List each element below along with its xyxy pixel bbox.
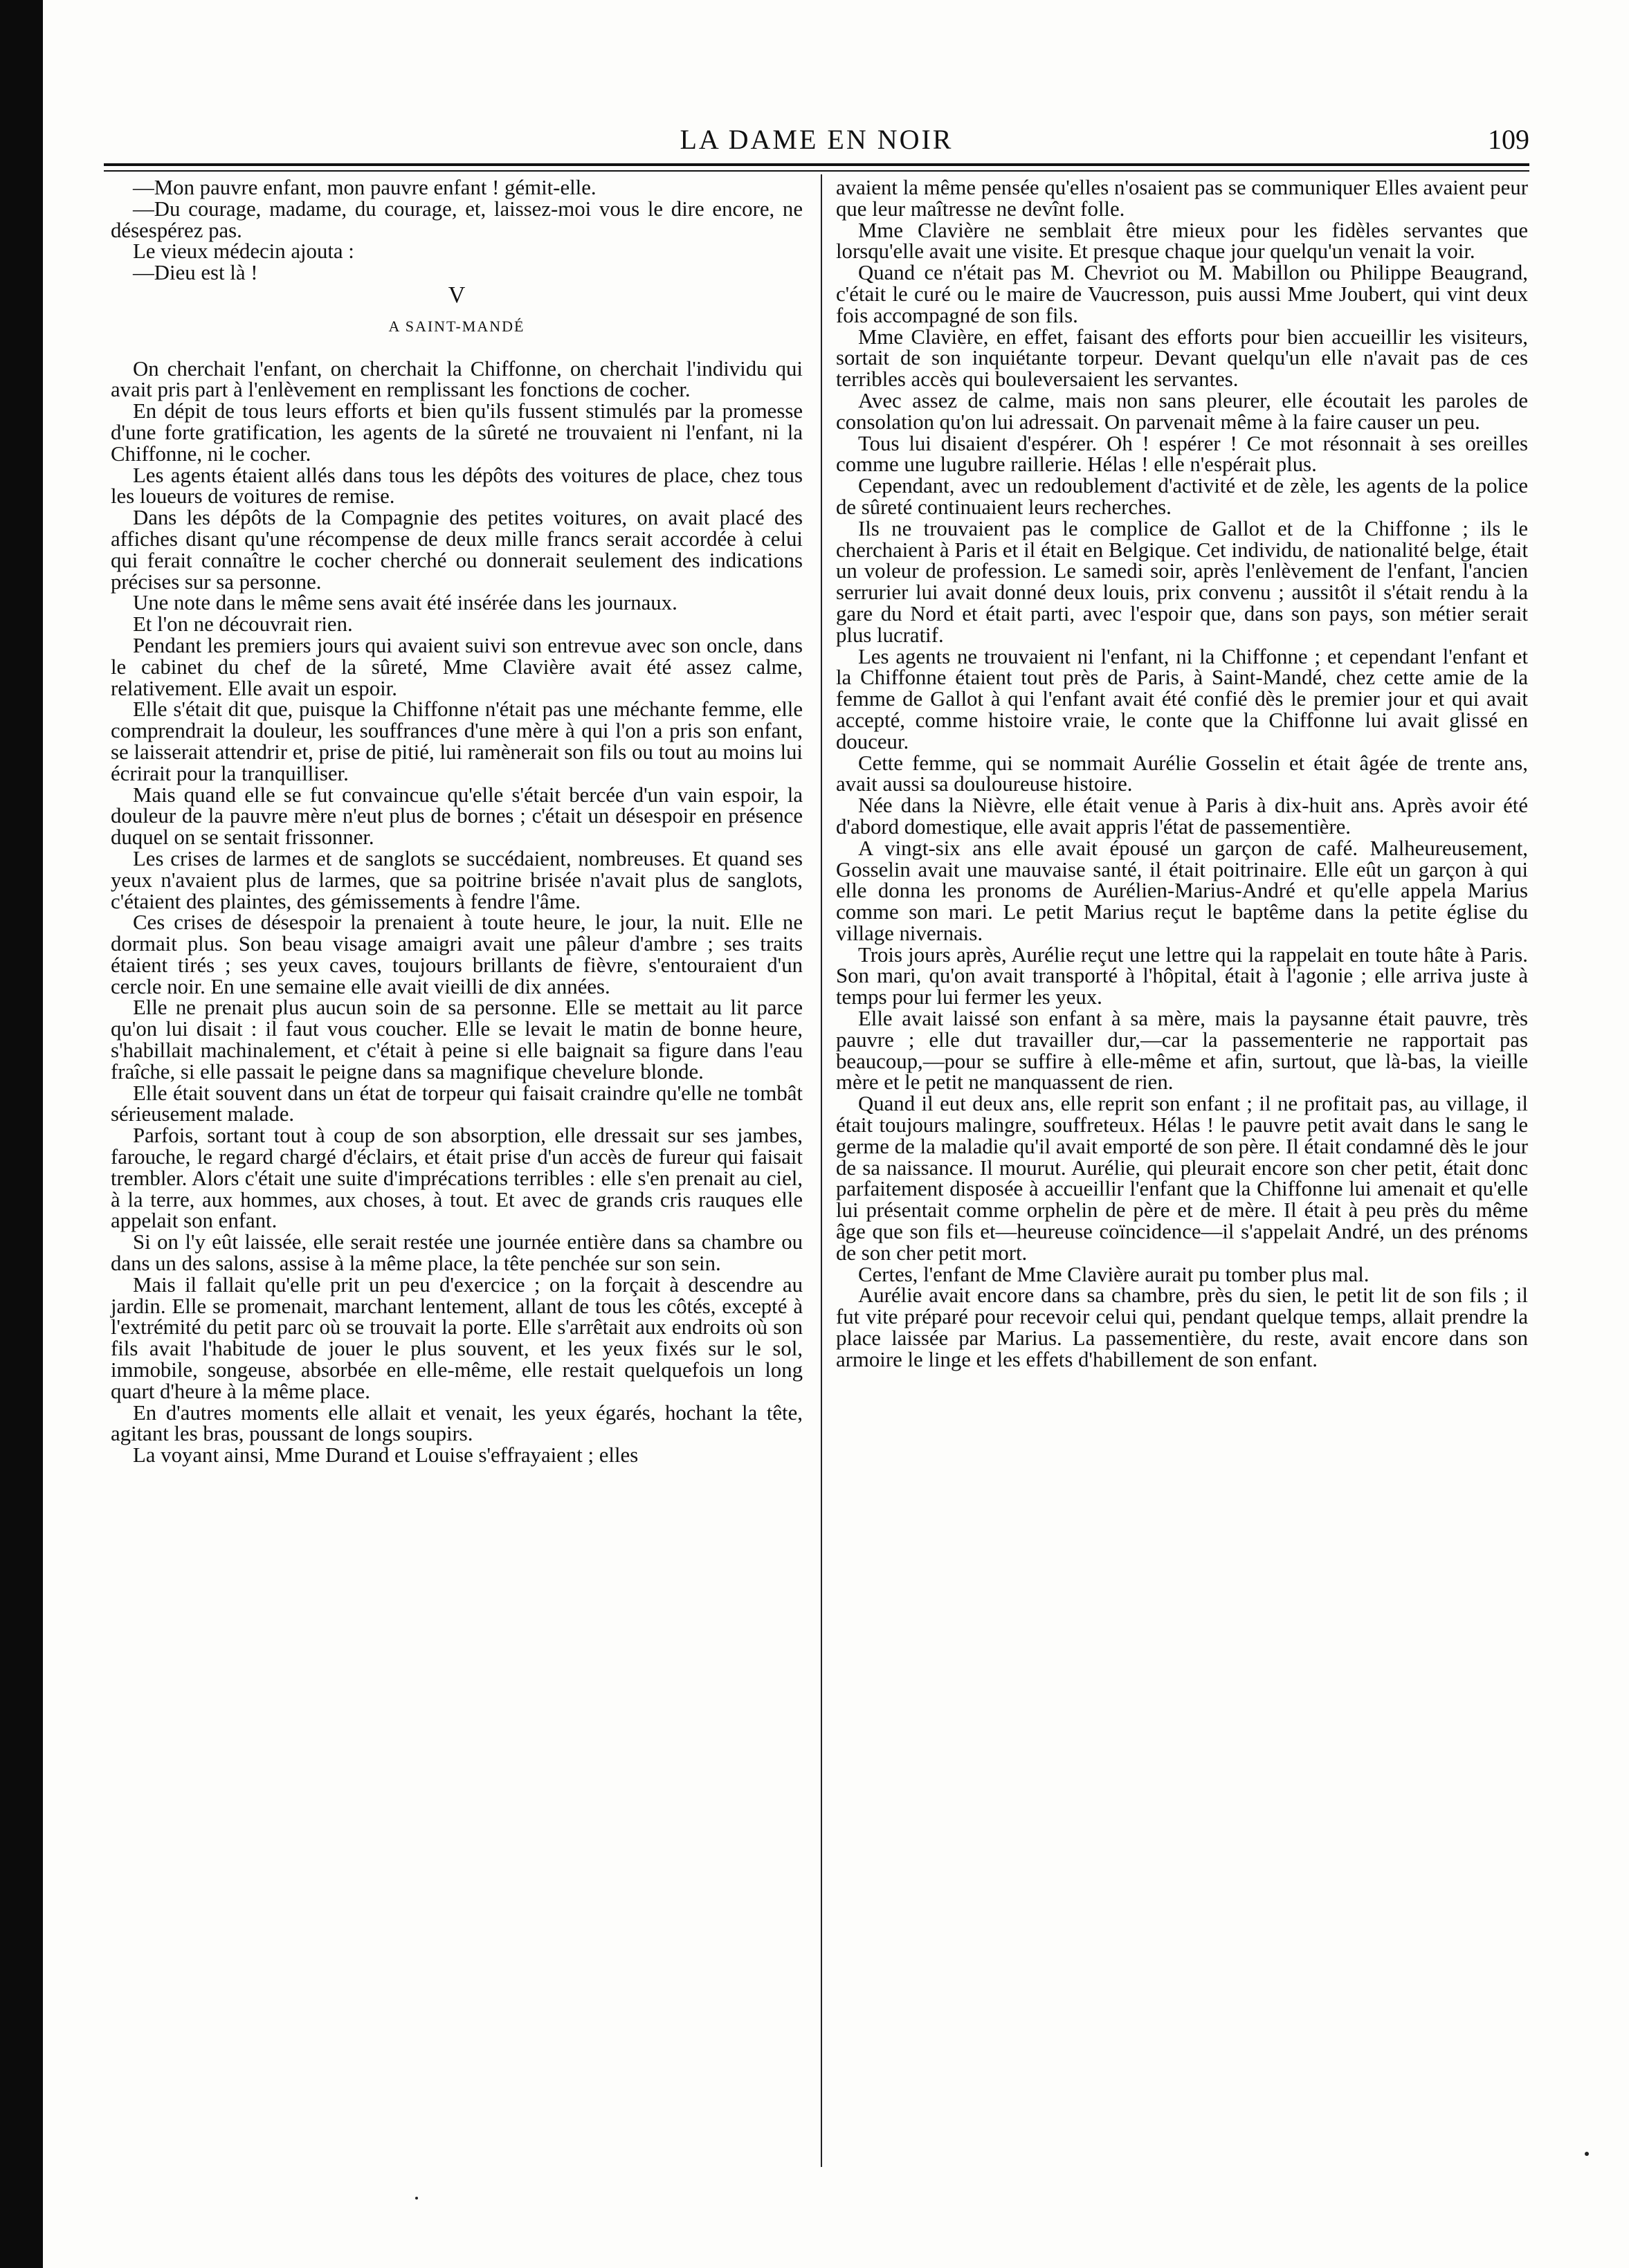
- scan-binding-edge: [0, 0, 43, 2268]
- paragraph: En dépit de tous leurs efforts et bien qu'ils fussent stimulés par la promesse d'une forte gratification, les agents de la sûreté ne trouvaient ni l'enfant, ni la Chiffonne, ni le cocher.: [111, 399, 803, 466]
- paragraph: Tous lui disaient d'espérer. Oh ! espérer ! Ce mot résonnait à ses oreilles comme une lugubre raillerie. Hélas ! elle n'espérait plus.: [836, 431, 1528, 477]
- paragraph: Mme Clavière ne semblait être mieux pour les fidèles servantes que lorsqu'elle avait une visite. Et presque chaque jour quelqu'un venait la voir.: [836, 218, 1528, 264]
- paragraph: Cette femme, qui se nommait Aurélie Gosselin et était âgée de trente ans, avait aussi sa douloureuse histoire.: [836, 751, 1528, 796]
- dialogue-line: —Mon pauvre enfant, mon pauvre enfant ! gémit-elle.: [133, 176, 597, 199]
- chapter-heading: A SAINT-MANDÉ: [388, 317, 525, 335]
- paragraph: Elle s'était dit que, puisque la Chiffonne n'était pas une méchante femme, elle comprendrait la douleur, les souffrances d'une mère à qui l'on a pris son enfant, se laisserait attendrir et, prise de pitié, lui ramènerait son fils ou tout au moins lui écrirait pour la tranquilliser.: [111, 697, 803, 785]
- paragraph: Avec assez de calme, mais non sans pleurer, elle écoutait les paroles de consolation qu'on lui adressait. On parvenait même à la faire causer un peu.: [836, 388, 1528, 434]
- dialogue-line: —Du courage, madame, du courage, et, laissez-moi vous le dire encore, ne désespérez pas.: [111, 196, 803, 242]
- paragraph: Trois jours après, Aurélie reçut une lettre qui la rappelait en toute hâte à Paris. Son mari, qu'on avait transporté à l'hôpital, était à l'agonie ; elle arriva juste à temps pour lui fermer les yeux.: [836, 942, 1528, 1009]
- paragraph: Quand ce n'était pas M. Chevriot ou M. Mabillon ou Philippe Beaugrand, c'était le curé ou le maire de Vaucresson, puis aussi Mme Joubert, qui vint deux fois accompagné de son fils.: [836, 261, 1528, 327]
- column-divider: [821, 174, 822, 2167]
- right-column: [836, 177, 1528, 1371]
- paragraph: Elle ne prenait plus aucun soin de sa personne. Elle se mettait au lit parce qu'on lui disait : il faut vous coucher. Elle se levait le matin de bonne heure, s'habillait machinalement, et c'était à peine si elle baignait sa figure dans l'eau fraîche, si elle passait le peigne dans sa magnifique chevelure blonde.: [111, 996, 803, 1083]
- paragraph: En d'autres moments elle allait et venait, les yeux égarés, hochant la tête, agitant les bras, poussant de longs soupirs.: [111, 1400, 803, 1446]
- header-rule: [104, 163, 1529, 166]
- scan-speck: [415, 2197, 418, 2200]
- paragraph: On cherchait l'enfant, on cherchait la Chiffonne, on cherchait l'individu qui avait pris part à l'enlèvement en remplissant les fonctions de cocher.: [111, 356, 803, 402]
- paragraph: Les crises de larmes et de sanglots se succédaient, nombreuses. Et quand ses yeux n'avaient plus de larmes, que sa poitrine brisée n'avait plus de sanglots, c'étaient des plaintes, des gémissements à fendre l'âme.: [111, 846, 803, 913]
- paragraph: Aurélie avait encore dans sa chambre, près du sien, le petit lit de son fils ; il fut vite préparé pour recevoir celui qui, pendant quelque temps, allait prendre la place laissée par Marius. La passementière, du reste, avait encore dans son armoire le linge et les effets d'habillement de son enfant.: [836, 1283, 1528, 1371]
- paragraph: Parfois, sortant tout à coup de son absorption, elle dressait sur ses jambes, farouche, le regard chargé d'éclairs, et était prise d'un accès de fureur qui faisait trembler. Alors c'était une suite d'imprécations terribles : elle s'en prenait au ciel, à la terre, aux hommes, aux choses, à tout. Et avec de grands cris rauques elle appelait son enfant.: [111, 1124, 803, 1233]
- paragraph: Ils ne trouvaient pas le complice de Gallot et de la Chiffonne ; ils le cherchaient à Paris et il était en Belgique. Cet individu, de nationalité belge, était un voleur de profession. Le samedi soir, après l'enlèvement de l'enfant, l'ancien serrurier lui avait donné deux louis, prix convenu ; aussitôt il s'était rendu à la gare du Nord et était parti, avec l'espoir que, dans son pays, son métier serait plus lucratif.: [836, 516, 1528, 647]
- paragraph: Une note dans le même sens avait été insérée dans les journaux.: [133, 591, 677, 615]
- paragraph: A vingt-six ans elle avait épousé un garçon de café. Malheureusement, Gosselin avait une mauvaise santé, il était poitrinaire. Elle eût un garçon à qui elle donna les pronoms de Aurélien-Marius-André et qu'elle appela Marius comme son mari. Le petit Marius reçut le baptême dans la petite église du village nivernais.: [836, 836, 1528, 945]
- paragraph: Cependant, avec un redoublement d'activité et de zèle, les agents de la police de sûreté continuaient leurs recherches.: [836, 474, 1528, 519]
- paragraph: Pendant les premiers jours qui avaient suivi son entrevue avec son oncle, dans le cabinet du chef de la sûreté, Mme Clavière avait été assez calme, relativement. Elle avait un espoir.: [111, 633, 803, 700]
- chapter-numeral: V: [448, 282, 466, 308]
- dialogue-line: Le vieux médecin ajouta :: [133, 239, 354, 264]
- scan-speck: [1585, 2152, 1589, 2156]
- paragraph: Et l'on ne découvrait rien.: [133, 612, 353, 637]
- paragraph: Mme Clavière, en effet, faisant des efforts pour bien accueillir les visiteurs, sortait de son inquiétante torpeur. Devant quelqu'un elle n'avait pas de ces terribles accès qui bouleversaient les servantes.: [836, 324, 1528, 392]
- header-rule-thin: [104, 170, 1529, 172]
- paragraph: Les agents ne trouvaient ni l'enfant, ni la Chiffonne ; et cependant l'enfant et la Chiffonne étaient tout près de Paris, à Saint-Mandé, chez cette amie de la femme de Gallot à qui l'enfant avait été confié dès le premier jour et qui avait accepté, comme histoire vraie, le conte que la Chiffonne lui avait glissé en douceur.: [836, 644, 1528, 753]
- paragraph: Mais il fallait qu'elle prit un peu d'exercice ; on la forçait à descendre au jardin. Elle se promenait, marchant lentement, allant de tous les côtés, excepté à l'extrémité du petit parc où se trouvait la porte. Elle s'arrêtait aux endroits où son fils avait l'habitude de jouer le plus souvent, et les yeux fixés sur le sol, immobile, songeuse, absorbée en elle-même, elle restait quelquefois un long quart d'heure à la même place.: [111, 1272, 803, 1403]
- paragraph: Si on l'y eût laissée, elle serait restée une journée entière dans sa chambre ou dans un des salons, assise à la même place, la tête penchée sur son sein.: [111, 1230, 803, 1276]
- paragraph: La voyant ainsi, Mme Durand et Louise s'effrayaient ; elles: [133, 1443, 639, 1467]
- paragraph: avaient la même pensée qu'elles n'osaient pas se communiquer Elles avaient peur que leur maîtresse ne devînt folle.: [836, 176, 1528, 221]
- dialogue-line: —Dieu est là !: [133, 261, 258, 285]
- paragraph: Elle était souvent dans un état de torpeur qui faisait craindre qu'elle ne tombât sérieusement malade.: [111, 1081, 803, 1126]
- paragraph: Elle avait laissé son enfant à sa mère, mais la paysanne était pauvre, très pauvre ; elle dut travailler dur,—car la passementerie ne rapportait pas beaucoup,—pour se suffire à elle-même et afin, surtout, que là-bas, la vieille mère et le petit ne manquassent de rien.: [836, 1007, 1528, 1095]
- paragraph: Ces crises de désespoir la prenaient à toute heure, le jour, la nuit. Elle ne dormait plus. Son beau visage amaigri avait une pâleur d'ambre ; ses traits étaient tirés ; ses yeux caves, toujours brillants de fièvre, s'entouraient d'un cercle noir. En une semaine elle avait vieilli de dix années.: [111, 911, 803, 998]
- page-number: 109: [1488, 124, 1529, 155]
- paragraph: Quand il eut deux ans, elle reprit son enfant ; il ne profitait pas, au village, il était toujours malingre, souffreteux. Hélas ! le pauvre petit avait dans le sang le germe de la maladie qu'il avait emporté de son père. Il était condamné dès le jour de sa naissance. Il mourut. Aurélie, qui pleurait encore son cher petit, était donc parfaitement disposée à accueillir l'enfant que la Chiffonne lui amenait et qu'elle lui présentait comme orphelin de père et de mère. Il était à peu près du même âge que son fils et—heureuse coïncidence—il s'appelait André, un des prénoms de son cher petit mort.: [836, 1092, 1528, 1265]
- paragraph: Les agents étaient allés dans tous les dépôts des voitures de place, chez tous les loueurs de voitures de remise.: [111, 463, 803, 509]
- paragraph: Née dans la Nièvre, elle était venue à Paris à dix-huit ans. Après avoir été d'abord domestique, elle avait appris l'état de passementière.: [836, 794, 1528, 839]
- page-header: [104, 118, 1529, 166]
- paragraph: Dans les dépôts de la Compagnie des petites voitures, on avait placé des affiches disant qu'une récompense de deux mille francs serait accordée à celui qui ferait connaître le cocher cherché ou donnerait seulement des indications précises sur sa personne.: [111, 506, 803, 594]
- paragraph: Mais quand elle se fut convaincue qu'elle s'était bercée d'un vain espoir, la douleur de la pauvre mère n'eut plus de bornes ; c'était un désespoir en présence duquel on se sentait frissonner.: [111, 783, 803, 850]
- paragraph: Certes, l'enfant de Mme Clavière aurait pu tomber plus mal.: [858, 1262, 1369, 1286]
- left-column: [111, 177, 803, 1466]
- running-title: LA DAME EN NOIR: [680, 124, 954, 155]
